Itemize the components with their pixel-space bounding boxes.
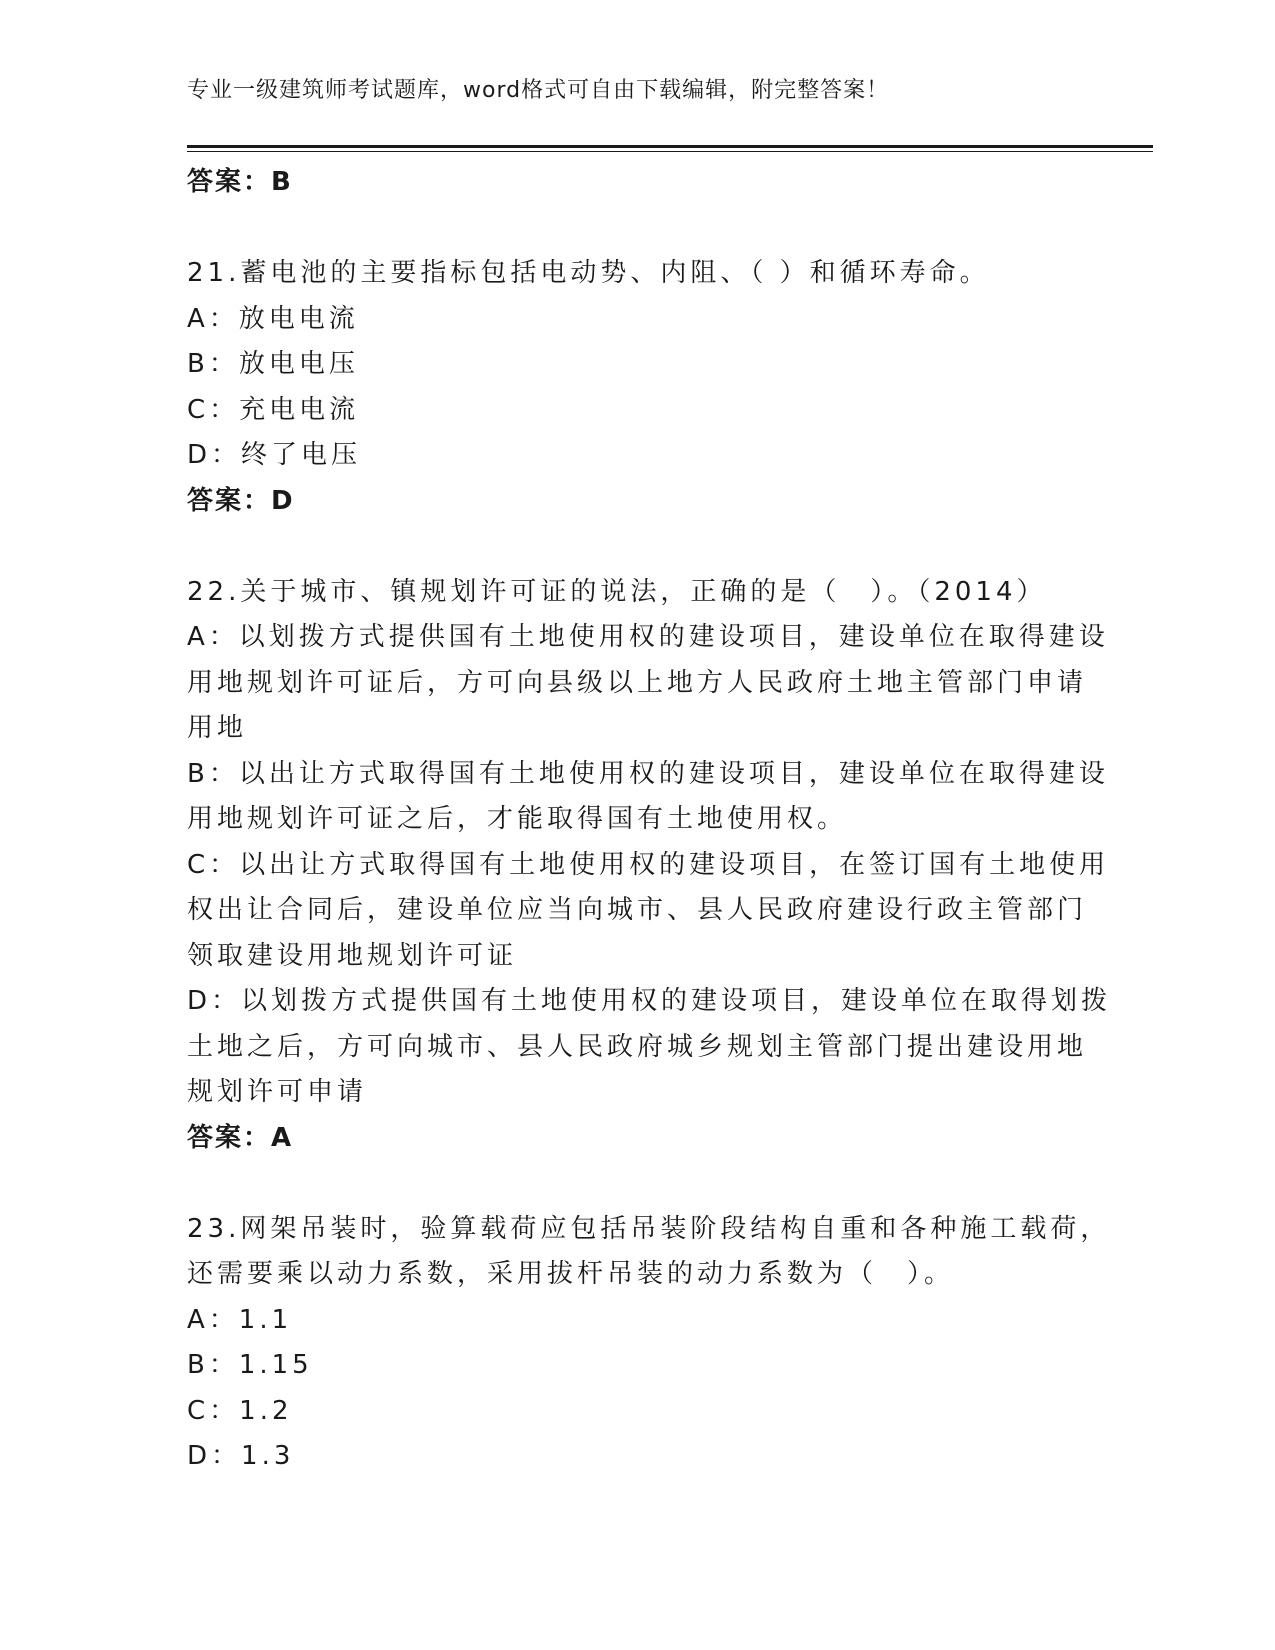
spacer <box>187 206 1087 252</box>
header-rule-thin <box>187 151 1153 152</box>
option-d-cont: 土地之后，方可向城市、县人民政府城乡规划主管部门提出建设用地 <box>187 1031 1088 1062</box>
page-header: 专业一级建筑师考试题库，word格式可自由下载编辑，附完整答案！ <box>187 78 890 103</box>
option-c: C：1.2 <box>187 1395 293 1426</box>
option-d: D：以划拨方式提供国有土地使用权的建设项目，建设单位在取得划拨 <box>187 986 1112 1016</box>
header-rule-thick <box>187 145 1153 148</box>
option-d: D：终了电压 <box>187 440 362 470</box>
option-a: A：1.1 <box>187 1304 293 1335</box>
option-a-cont: 用地 <box>187 713 248 743</box>
answer: 答案：A <box>187 1122 294 1153</box>
option-b: B：放电电压 <box>187 349 359 379</box>
question-stem: 23.网架吊装时，验算载荷应包括吊装阶段结构自重和各种施工载荷， <box>187 1213 1111 1244</box>
option-c-cont: 领取建设用地规划许可证 <box>187 940 518 971</box>
option-d: D：1.3 <box>187 1441 295 1471</box>
option-d-cont: 规划许可申请 <box>187 1077 368 1107</box>
option-b-cont: 用地规划许可证之后，才能取得国有土地使用权。 <box>187 804 848 834</box>
answer: 答案：D <box>187 485 295 516</box>
question-stem-cont: 还需要乘以动力系数，采用拔杆吊装的动力系数为（ ）。 <box>187 1259 955 1289</box>
option-a: A：放电电流 <box>187 303 359 334</box>
option-a-cont: 用地规划许可证后，方可向县级以上地方人民政府土地主管部门申请 <box>187 667 1088 698</box>
option-c: C：以出让方式取得国有土地使用权的建设项目，在签订国有土地使用 <box>187 849 1110 880</box>
question-21 <box>187 251 1087 524</box>
option-c-cont: 权出让合同后，建设单位应当向城市、县人民政府建设行政主管部门 <box>187 895 1088 925</box>
spacer <box>187 524 1087 570</box>
question-stem: 22.关于城市、镇规划许可证的说法，正确的是（ ）。（2014） <box>187 576 1047 607</box>
previous-answer: 答案：B <box>187 167 293 197</box>
question-content <box>187 160 1112 1480</box>
option-c: C：充电电流 <box>187 394 360 425</box>
question-22 <box>187 570 1112 1162</box>
question-stem: 21.蓄电池的主要指标包括电动势、内阻、（ ）和循环寿命。 <box>187 258 990 288</box>
spacer <box>187 1161 1087 1207</box>
question-23 <box>187 1207 1111 1480</box>
option-b: B：1.15 <box>187 1350 313 1380</box>
option-a: A：以划拨方式提供国有土地使用权的建设项目，建设单位在取得建设 <box>187 622 1109 652</box>
option-b: B：以出让方式取得国有土地使用权的建设项目，建设单位在取得建设 <box>187 758 1109 789</box>
